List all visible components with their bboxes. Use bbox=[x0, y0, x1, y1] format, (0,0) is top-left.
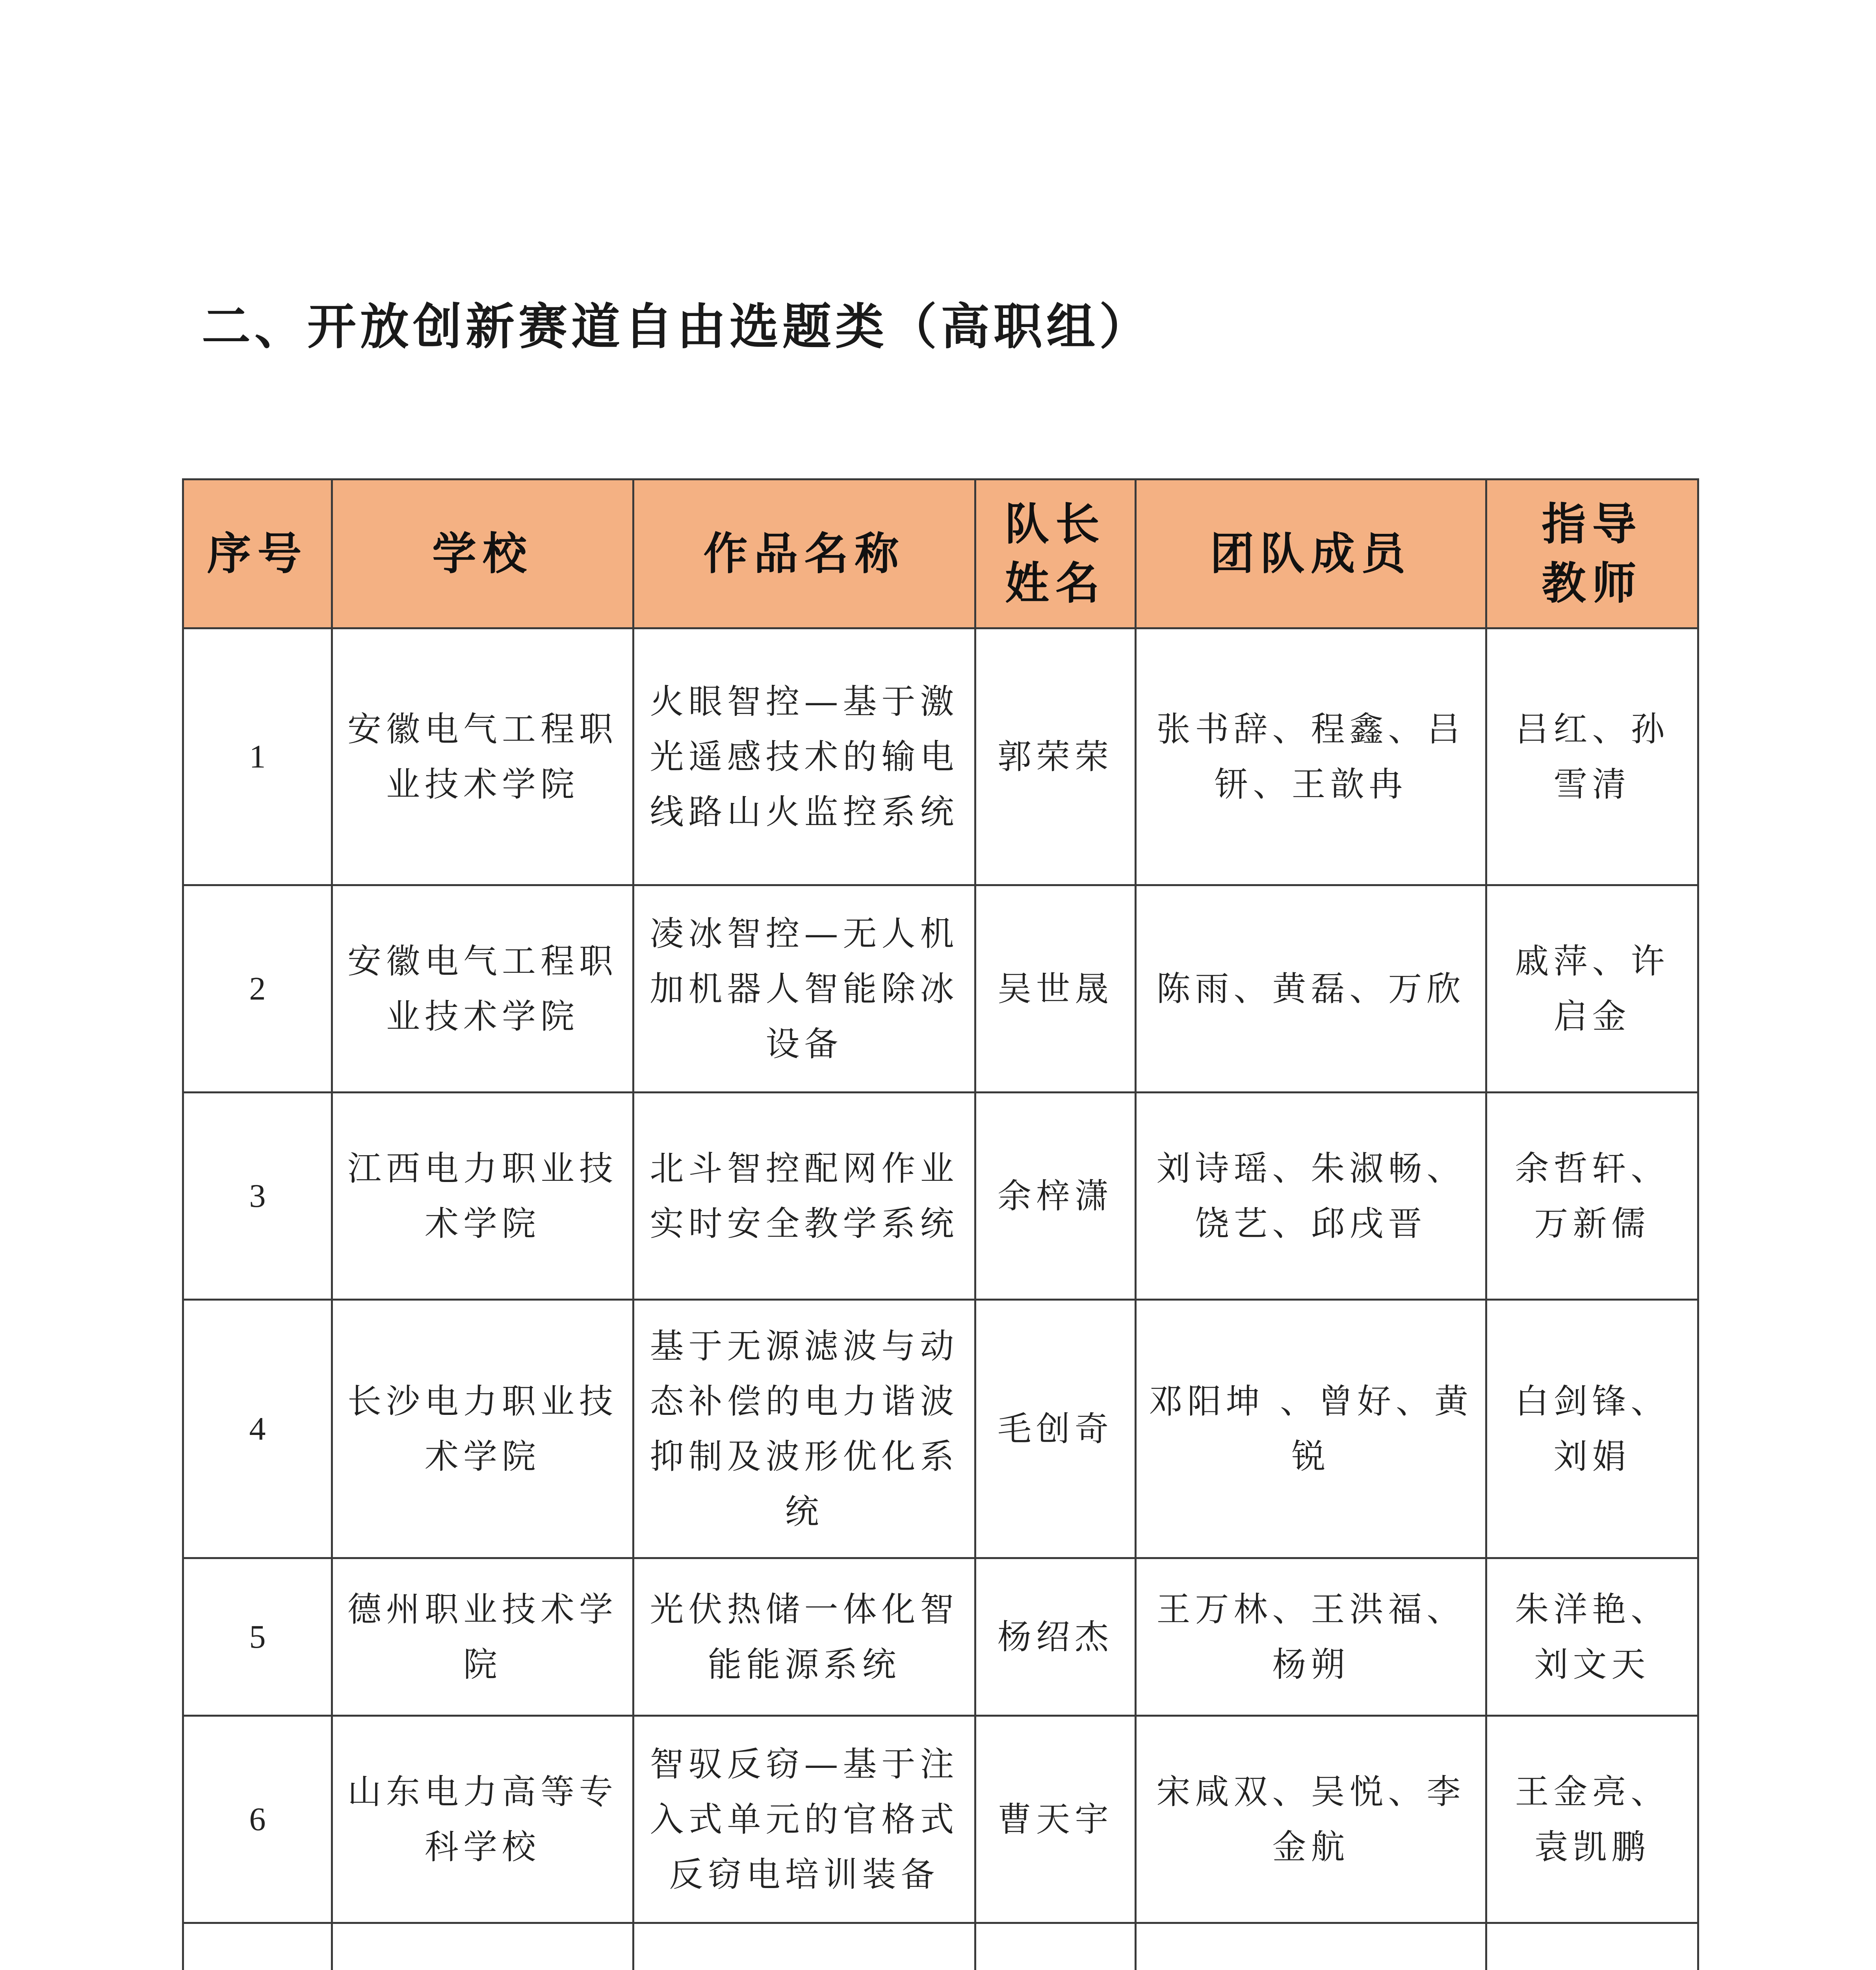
cell-captain: 吴世晟 bbox=[975, 885, 1136, 1093]
table-row bbox=[183, 628, 1698, 885]
header-work: 作品名称 bbox=[633, 479, 975, 628]
cell-advisors: 吕红、孙雪清 bbox=[1486, 628, 1698, 885]
cell-index: 1 bbox=[183, 628, 332, 885]
cell-index: 4 bbox=[183, 1300, 332, 1558]
cell-members: 陈雨、黄磊、万欣 bbox=[1136, 885, 1486, 1093]
cell-work: 基于无源滤波与动态补偿的电力谐波抑制及波形优化系统 bbox=[633, 1300, 975, 1558]
table-body bbox=[183, 628, 1698, 1970]
header-captain: 队长姓名 bbox=[975, 479, 1136, 628]
cell-advisors: 白剑锋、刘娟 bbox=[1486, 1300, 1698, 1558]
cell-members: 张书辞、程鑫、吕钘、王歆冉 bbox=[1136, 628, 1486, 885]
table-row bbox=[183, 885, 1698, 1093]
table-row bbox=[183, 1716, 1698, 1923]
cell-school: 安徽电气工程职业技术学院 bbox=[332, 885, 633, 1093]
cell-members: 邓阳坤 、曾好、黄锐 bbox=[1136, 1300, 1486, 1558]
table-row bbox=[183, 1923, 1698, 1970]
cell-school: 山东电力高等专科学校 bbox=[332, 1716, 633, 1923]
header-index: 序号 bbox=[183, 479, 332, 628]
header-advisors: 指导教师 bbox=[1486, 479, 1698, 628]
cell-advisors: 朱洋艳、刘文天 bbox=[1486, 1558, 1698, 1716]
cell-school bbox=[332, 1923, 633, 1970]
cell-advisors: 戚萍、许启金 bbox=[1486, 885, 1698, 1093]
table-header bbox=[183, 479, 1698, 628]
header-school: 学校 bbox=[332, 479, 633, 628]
header-members: 团队成员 bbox=[1136, 479, 1486, 628]
cell-members: 刘诗瑶、朱淑畅、饶艺、邱戌晋 bbox=[1136, 1093, 1486, 1300]
cell-advisors: 余哲轩、万新儒 bbox=[1486, 1093, 1698, 1300]
awards-table bbox=[182, 478, 1699, 1970]
cell-members bbox=[1136, 1923, 1486, 1970]
cell-captain: 郭荣荣 bbox=[975, 628, 1136, 885]
cell-work: 北斗智控配网作业实时安全教学系统 bbox=[633, 1093, 975, 1300]
cell-work: 光伏热储一体化智能能源系统 bbox=[633, 1558, 975, 1716]
cell-captain bbox=[975, 1923, 1136, 1970]
cell-work: 智驭反窃—基于注入式单元的官格式反窃电培训装备 bbox=[633, 1716, 975, 1923]
cell-index: 5 bbox=[183, 1558, 332, 1716]
cell-school: 江西电力职业技术学院 bbox=[332, 1093, 633, 1300]
cell-captain: 毛创奇 bbox=[975, 1300, 1136, 1558]
header-row bbox=[183, 479, 1698, 628]
cell-index: 2 bbox=[183, 885, 332, 1093]
cell-index: 6 bbox=[183, 1716, 332, 1923]
cell-work bbox=[633, 1923, 975, 1970]
cell-captain: 余梓潇 bbox=[975, 1093, 1136, 1300]
cell-index bbox=[183, 1923, 332, 1970]
cell-members: 王万林、王洪福、杨朔 bbox=[1136, 1558, 1486, 1716]
cell-advisors bbox=[1486, 1923, 1698, 1970]
cell-captain: 杨绍杰 bbox=[975, 1558, 1136, 1716]
table-row bbox=[183, 1093, 1698, 1300]
cell-school: 安徽电气工程职业技术学院 bbox=[332, 628, 633, 885]
table-row bbox=[183, 1300, 1698, 1558]
cell-index: 3 bbox=[183, 1093, 332, 1300]
cell-work: 火眼智控—基于激光遥感技术的输电线路山火监控系统 bbox=[633, 628, 975, 885]
cell-work: 凌冰智控—无人机加机器人智能除冰设备 bbox=[633, 885, 975, 1093]
section-title: 二、开放创新赛道自由选题类（高职组） bbox=[202, 299, 1152, 355]
cell-members: 宋咸双、吴悦、李金航 bbox=[1136, 1716, 1486, 1923]
cell-school: 德州职业技术学院 bbox=[332, 1558, 633, 1716]
cell-captain: 曹天宇 bbox=[975, 1716, 1136, 1923]
cell-advisors: 王金亮、袁凯鹏 bbox=[1486, 1716, 1698, 1923]
table-row bbox=[183, 1558, 1698, 1716]
cell-school: 长沙电力职业技术学院 bbox=[332, 1300, 633, 1558]
